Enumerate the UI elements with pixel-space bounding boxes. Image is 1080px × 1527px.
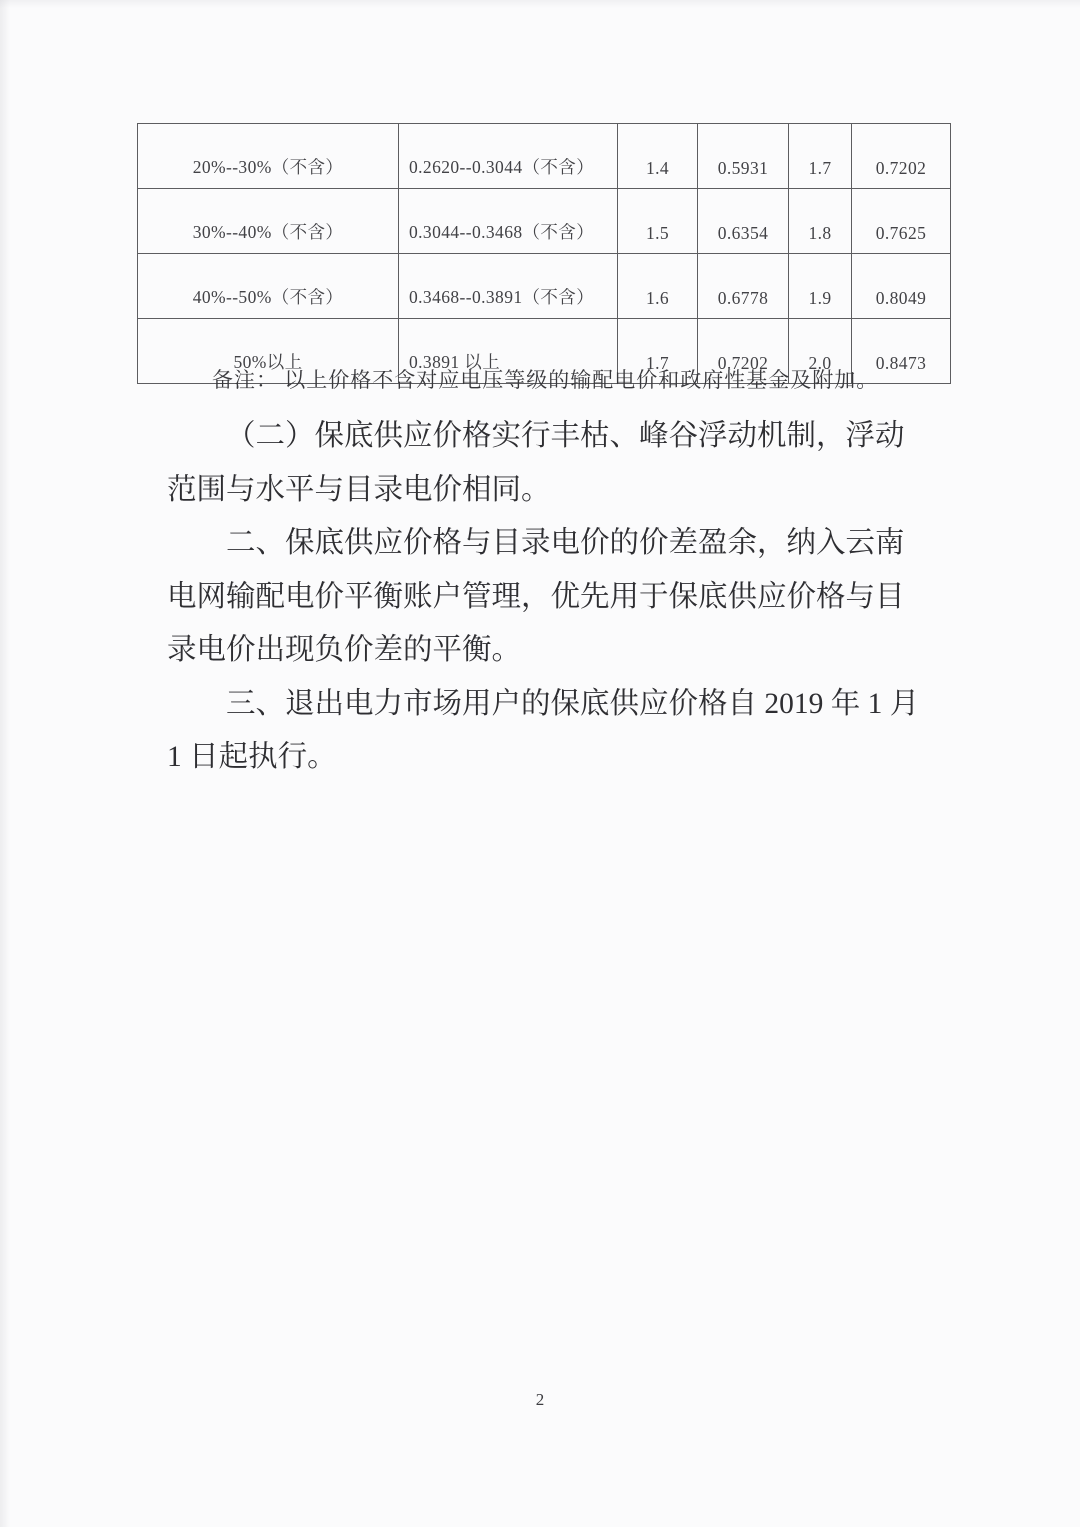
table-row (138, 189, 951, 254)
paragraph: 三、退出电力市场用户的保底供应价格自 2019 年 1 月 1 日起执行。 (167, 687, 920, 773)
table-cell-range: 40%--50%（不含） (138, 254, 399, 319)
table-cell-ratio-1: 1.4 (618, 124, 698, 189)
table-cell-price-1: 0.6778 (698, 254, 789, 319)
table-cell-price-range: 0.3468--0.3891（不含） (399, 254, 618, 319)
table-note: 备注： 以上价格不含对应电压等级的输配电价和政府性基金及附加。 (212, 368, 879, 392)
table-cell-price-2: 0.7625 (852, 189, 951, 254)
table-row (138, 124, 951, 189)
table-cell-price-range: 0.3891 以上 (399, 319, 618, 384)
body-text (167, 410, 927, 785)
table-cell-range: 20%--30%（不含） (138, 124, 399, 189)
table-cell-ratio-1: 1.6 (618, 254, 698, 319)
paragraph: 二、保底供应价格与目录电价的价差盈余，纳入云南电网输配电价平衡账户管理，优先用于保底供应价格与目录电价出现负价差的平衡。 (167, 527, 905, 666)
table-cell-price-1: 0.5931 (698, 124, 789, 189)
table-cell-price-1: 0.7202 (698, 319, 789, 384)
table-cell-price-range: 0.3044--0.3468（不含） (399, 189, 618, 254)
table-row (138, 254, 951, 319)
table-cell-price-2: 0.8473 (852, 319, 951, 384)
table-cell-range: 30%--40%（不含） (138, 189, 399, 254)
table-cell-price-1: 0.6354 (698, 189, 789, 254)
table-cell-price-2: 0.8049 (852, 254, 951, 319)
table-cell-ratio-2: 1.8 (789, 189, 852, 254)
page-number: 2 (535, 1390, 545, 1409)
paragraph: （二）保底供应价格实行丰枯、峰谷浮动机制，浮动范围与水平与目录电价相同。 (167, 420, 905, 506)
table-cell-ratio-1: 1.7 (618, 319, 698, 384)
table-cell-ratio-2: 1.7 (789, 124, 852, 189)
table-cell-price-2: 0.7202 (852, 124, 951, 189)
table-cell-price-range: 0.2620--0.3044（不含） (399, 124, 618, 189)
price-table (137, 123, 951, 384)
table-cell-ratio-1: 1.5 (618, 189, 698, 254)
table-cell-ratio-2: 2.0 (789, 319, 852, 384)
table-cell-range: 50%以上 (138, 319, 399, 384)
table-cell-ratio-2: 1.9 (789, 254, 852, 319)
